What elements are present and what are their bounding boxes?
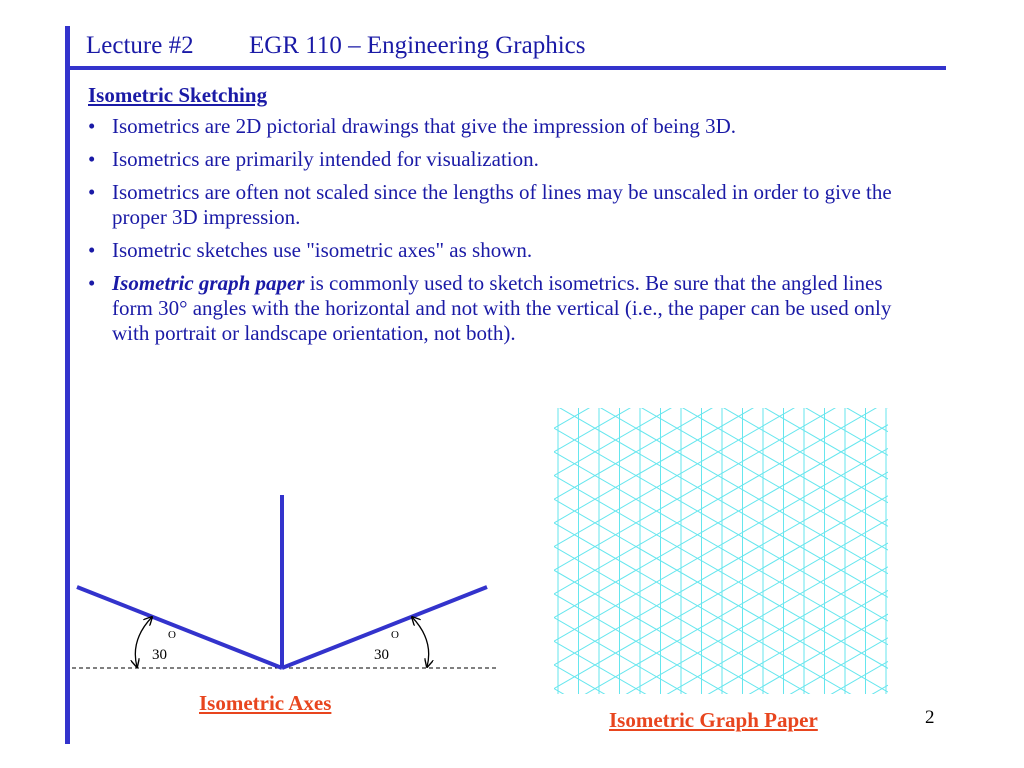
grid-up-slant-line	[554, 408, 888, 570]
bullet-list	[88, 114, 908, 354]
grid-down-slant-line	[554, 665, 888, 694]
grid-up-slant-line	[554, 408, 888, 476]
grid-down-slant-line	[554, 408, 888, 479]
bullet-text	[112, 271, 891, 345]
right-degree-mark: O	[391, 629, 399, 641]
grid-down-slant-line	[554, 641, 888, 694]
axes-caption: Isometric Axes	[199, 691, 332, 715]
grid-up-slant-line	[554, 519, 888, 694]
isometric-axes-figure	[70, 490, 500, 680]
bullet-emphasis: Isometric graph paper	[112, 271, 305, 295]
lecture-label: Lecture #2	[86, 32, 194, 59]
header-rule	[65, 66, 946, 70]
left-axis	[77, 587, 282, 668]
bullet-item	[88, 238, 908, 263]
grid-down-slant-line	[554, 408, 888, 432]
right-angle-arc	[412, 617, 429, 667]
grid-down-slant-line	[554, 594, 888, 694]
bullet-item	[88, 114, 908, 139]
grid-down-slant-line	[554, 618, 888, 694]
bullet-text: Isometrics are primarily intended for visualization.	[112, 147, 539, 171]
grid-up-slant-line	[554, 408, 888, 428]
bullet-marker: •	[88, 238, 96, 262]
page-number: 2	[925, 707, 935, 728]
grid-down-slant-line	[554, 408, 888, 503]
course-title: EGR 110 – Engineering Graphics	[249, 32, 586, 59]
bullet-marker: •	[88, 147, 96, 171]
left-degree-mark: O	[168, 629, 176, 641]
bullet-marker: •	[88, 180, 96, 204]
grid-down-slant-line	[554, 408, 888, 526]
right-angle-label: 30	[374, 647, 389, 663]
bullet-text: Isometric sketches use "isometric axes" as shown.	[112, 238, 533, 262]
bullet-marker: •	[88, 271, 96, 295]
bullet-text: Isometrics are 2D pictorial drawings that give the impression of being 3D.	[112, 114, 737, 138]
isometric-graph-paper	[554, 408, 888, 694]
grid-down-slant-line	[554, 408, 888, 455]
graph-paper-caption: Isometric Graph Paper	[609, 708, 818, 732]
section-title: Isometric Sketching	[88, 83, 268, 107]
left-angle-arc	[135, 617, 152, 667]
bullet-marker: •	[88, 114, 96, 138]
bullet-text: Isometrics are often not scaled since the lengths of lines may be unscaled in order to give the proper 3D impression.	[112, 180, 892, 229]
left-angle-label: 30	[152, 647, 167, 663]
grid-up-slant-line	[554, 408, 888, 523]
bullet-text-rest: is commonly used to sketch isometrics. Be sure that the angled lines form 30° angles with the horizontal and not with the vertical (i.e., the paper can be used only with portrait or landscape orientation, not both).	[112, 271, 892, 345]
grid-down-slant-line	[554, 689, 888, 694]
grid-up-slant-line	[554, 590, 888, 694]
bullet-item	[88, 147, 908, 172]
grid-up-slant-line	[554, 543, 888, 694]
grid-up-slant-line	[554, 614, 888, 694]
bullet-item	[88, 271, 908, 346]
bullet-item	[88, 180, 908, 230]
grid-up-slant-line	[554, 567, 888, 694]
grid-down-slant-line	[554, 408, 888, 550]
